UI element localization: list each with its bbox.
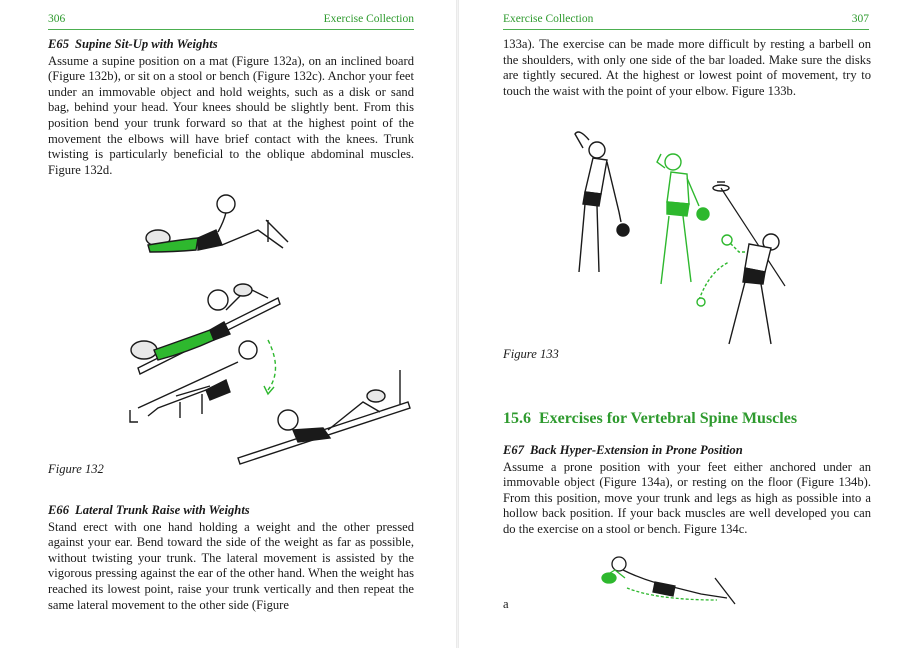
e67-title-text: Back Hyper-Extension in Prone Position <box>530 443 743 457</box>
right-page <box>459 0 917 648</box>
e66-continued-body: 133a). The exercise can be made more difficult by resting a barbell on the shoulders, with only one side of the bar loaded. Make sure the disks are tightly secured. At the highest or lowest point of movement, try to touch the waist with the point of your elbow. Figure 133b. <box>503 37 871 98</box>
e65-section <box>48 37 414 178</box>
left-page <box>0 0 458 648</box>
e66-section <box>48 503 414 613</box>
right-page-number: 307 <box>851 13 869 25</box>
e67-code: E67 <box>503 443 524 457</box>
figure-132-svg <box>118 190 418 470</box>
figure-133-illustration <box>549 122 839 352</box>
e66-title-text: Lateral Trunk Raise with Weights <box>75 503 250 517</box>
figure-132b <box>131 284 280 374</box>
e66-continued <box>503 37 871 99</box>
e65-title <box>48 37 414 53</box>
left-running-title: Exercise Collection <box>323 13 414 25</box>
section-number: 15.6 <box>503 410 531 427</box>
e67-section <box>503 443 871 538</box>
section-heading <box>503 410 797 428</box>
figure-134a-svg <box>597 548 747 610</box>
e66-title <box>48 503 414 519</box>
section-title: Exercises for Vertebral Spine Muscles <box>539 410 798 427</box>
figure-132-illustration <box>118 190 418 470</box>
left-page-number: 306 <box>48 13 66 25</box>
left-running-head <box>48 13 414 30</box>
right-running-head <box>503 13 869 30</box>
e67-body: Assume a prone position with your feet either anchored under an immovable object (Figure 134a), or resting on the floor (Figure 134b). From this position, move your trunk and legs as high as possible into a hollow back position. If your back muscles are well developed you can do the exercise on a stool or bench. Figure 134c. <box>503 459 871 536</box>
e66-body: Stand erect with one hand holding a weight and the other pressed against your ear. Bend toward the side of the weight as far as possible, without twisting your trunk. The lateral movement is assisted by the vigorous pressing against the ear of the other hand. When the weight has reached its lowest point, raise your trunk vertically and then repeat the same lateral movement to the other side (Figure <box>48 519 414 612</box>
e67-title <box>503 443 871 459</box>
e65-code: E65 <box>48 37 69 51</box>
figure-133b <box>697 182 785 344</box>
figure-133-svg <box>549 122 839 352</box>
figure-134a-illustration <box>597 548 747 610</box>
figure-132a <box>146 195 288 252</box>
e66-code: E66 <box>48 503 69 517</box>
figure-134-sub-label-a: a <box>503 597 509 611</box>
figure-133a <box>575 132 629 272</box>
figure-133-caption: Figure 133 <box>503 347 559 361</box>
e65-title-text: Supine Sit-Up with Weights <box>75 37 218 51</box>
right-running-title: Exercise Collection <box>503 13 594 25</box>
figure-133a-green <box>657 154 709 284</box>
figure-132d <box>238 370 410 464</box>
figure-132-caption: Figure 132 <box>48 462 104 476</box>
e65-body: Assume a supine position on a mat (Figure 132a), on an inclined board (Figure 132b), or sit on a stool or bench (Figure 132c). Anchor your feet under an immovable object and hold weights, such as a disk or sand bag, behind your head. Your knees should be slightly bent. From this position bend your trunk forward so that at the highest point of the movement the elbows will have brief contact with the knees. Trunk twisting is particularly beneficial to the oblique abdominal muscles. Figure 132d. <box>48 53 414 177</box>
